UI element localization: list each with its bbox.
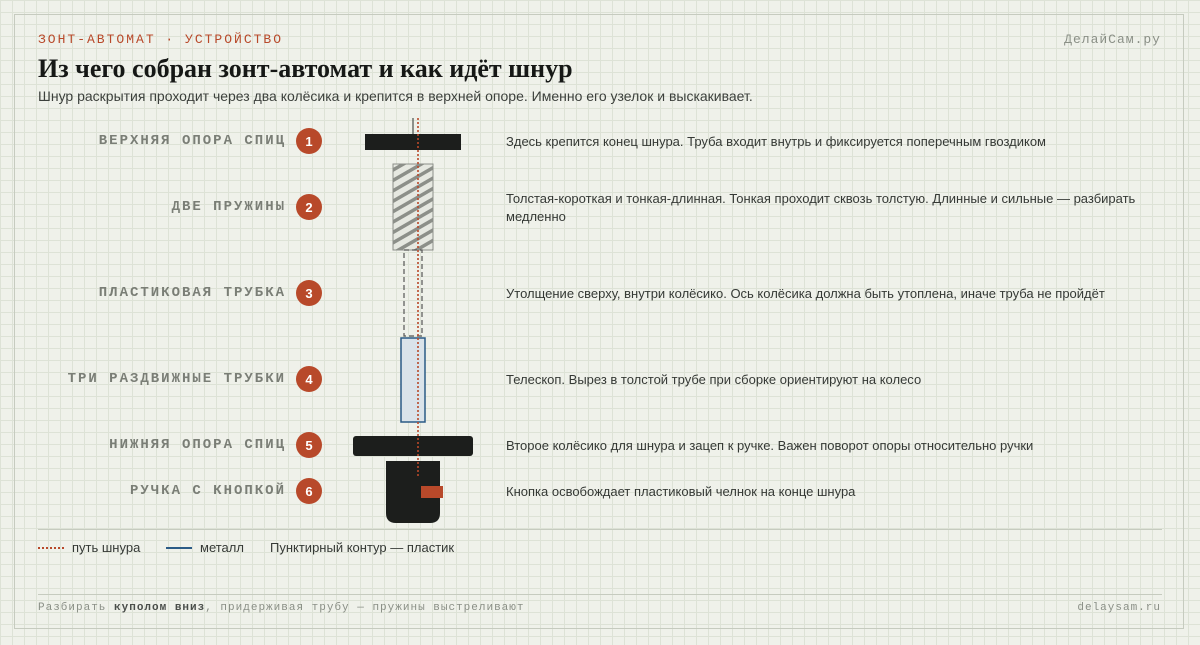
part-label-plastic-tube: ПЛАСТИКОВАЯ ТРУБКА — [98, 285, 286, 301]
part-desc-plastic-tube: Утолщение сверху, внутри колёсико. Ось колёсика должна быть утоплена, иначе труба не пройдёт — [506, 286, 1105, 301]
part-badge-6: 6 — [296, 478, 322, 504]
page-subtitle: Шнур раскрытия проходит через два колёсика и крепится в верхней опоре. Именно его узелок и выскакивает. — [38, 88, 753, 104]
handle-button — [421, 486, 443, 498]
springs — [393, 164, 433, 250]
legend-metal-label: металл — [200, 540, 244, 555]
legend-plastic-label: Пунктирный контур — пластик — [270, 540, 455, 555]
part-label-springs: ДВЕ ПРУЖИНЫ — [171, 199, 286, 215]
eyebrow: ЗОНТ-АВТОМАТ · УСТРОЙСТВО — [38, 32, 284, 47]
part-badge-1: 1 — [296, 128, 322, 154]
part-desc-handle: Кнопка освобождает пластиковый челнок на конце шнура — [506, 484, 856, 499]
part-label-top-runner: ВЕРХНЯЯ ОПОРА СПИЦ — [98, 133, 286, 149]
part-desc-telescopic-tubes: Телескоп. Вырез в толстой трубе при сборке ориентируют на колесо — [506, 372, 922, 387]
bottom-runner — [353, 436, 473, 456]
part-label-telescopic-tubes: ТРИ РАЗДВИЖНЫЕ ТРУБКИ — [67, 371, 286, 387]
telescopic-tubes — [401, 338, 425, 422]
page-title: Из чего собран зонт-автомат и как идёт шнур — [38, 54, 573, 83]
top-runner — [365, 134, 461, 150]
part-badge-3: 3 — [296, 280, 322, 306]
part-badge-2: 2 — [296, 194, 322, 220]
legend-cord — [38, 540, 140, 555]
divider-bottom — [38, 594, 1162, 595]
cord-swatch-icon — [38, 547, 64, 549]
footer-note-pre: Разбирать — [38, 602, 115, 614]
legend-cord-label: путь шнура — [72, 540, 141, 555]
part-label-handle: РУЧКА С КНОПКОЙ — [129, 483, 286, 499]
footer-note-bold: куполом вниз — [114, 602, 206, 614]
divider-top — [38, 529, 1162, 530]
part-desc-springs: Толстая-короткая и тонкая-длинная. Тонкая проходит сквозь толстую. Длинные и сильные — разбирать медленно — [506, 191, 1136, 224]
part-badge-5: 5 — [296, 432, 322, 458]
legend-metal — [166, 540, 244, 555]
part-label-bottom-runner: НИЖНЯЯ ОПОРА СПИЦ — [109, 437, 286, 453]
part-badge-4: 4 — [296, 366, 322, 392]
footer-note — [38, 602, 524, 614]
plastic-tube — [404, 250, 422, 336]
legend-plastic — [270, 540, 454, 555]
footer-site: delaysam.ru — [1077, 602, 1161, 614]
metal-swatch-icon — [166, 547, 192, 549]
footer-note-post: , придерживая трубу — пружины выстреливают — [205, 602, 525, 614]
part-desc-top-runner: Здесь крепится конец шнура. Труба входит внутрь и фиксируется поперечным гвоздиком — [506, 134, 1046, 149]
part-desc-bottom-runner: Второе колёсико для шнура и зацеп к ручке. Важен поворот опоры относительно ручки — [506, 438, 1034, 453]
brand: ДелайСам.ру — [1064, 32, 1161, 47]
